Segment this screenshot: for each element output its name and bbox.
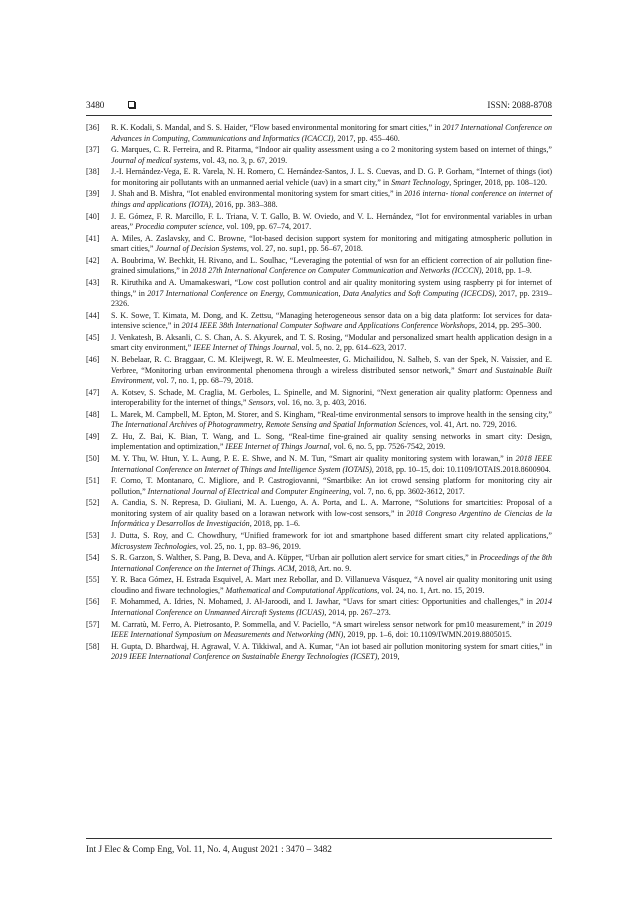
reference-authors-title: Y. R. Baca Gómez, H. Estrada Esquivel, A. Mart ınez Rebollar, and D. Villanueva Vásquez, “A novel air quality monitoring unit using cloudino and fiware technologies,” xyxy=(111,575,552,595)
reference-authors-title: F. Mohammed, A. Idries, N. Mohamed, J. Al-Jaroodi, and I. Jawhar, “Uavs for smart cities: Opportunities and challenges,” in xyxy=(111,597,536,607)
reference-authors-title: G. Marques, C. R. Ferreira, and R. Pitarma, “Indoor air quality assessment using a co 2 monitoring system based on internet of things,” xyxy=(111,145,552,155)
reference-authors-title: J. Dutta, S. Roy, and C. Chowdhury, “Unified framework for iot and smartphone based different smart city related applications,” xyxy=(111,531,552,541)
reference-details: , 2019, pp. 1–6, doi: 10.1109/IWMN.2019.8805015. xyxy=(343,630,512,640)
reference-text xyxy=(111,145,552,166)
reference-venue: 2018 Congreso Argentino de Ciencias de la Informática y Desarrollos de Investigación xyxy=(111,508,552,529)
reference-venue: Microsystem Technologies xyxy=(111,541,197,551)
reference-venue: Procedia computer science xyxy=(135,222,223,232)
reference-details: , vol. 7, no. 6, pp. 3602-3612, 2017. xyxy=(349,486,465,496)
reference-venue: 2019 IEEE International Symposium on Measurements and Networking (MN) xyxy=(111,619,552,640)
reference-authors-title: J. E. Gómez, F. R. Marcillo, F. L. Triana, V. T. Gallo, B. W. Oviedo, and V. L. Hernández, “Iot for environmental variables in urban areas,” xyxy=(111,211,552,232)
reference-number: [58] xyxy=(86,641,100,651)
reference-details: , 2017, pp. 455–460. xyxy=(333,133,400,143)
reference-authors-title: J.-I. Hernández-Vega, E. R. Varela, N. H. Romero, C. Hernández-Santos, J. L. S. Cuevas, and D. G. P. Gorham, “Internet of things (iot) for monitoring air pollutants with an unmanned aerial vehicle (uav) in a smart city,” in xyxy=(111,167,552,187)
reference-number: [40] xyxy=(86,211,100,221)
reference-venue: Journal of Decision Systems xyxy=(155,244,247,254)
reference-item xyxy=(86,278,552,310)
reference-venue: 2019 IEEE International Conference on Sustainable Energy Technologies (ICSET) xyxy=(111,652,378,662)
page-footer: Int J Elec & Comp Eng, Vol. 11, No. 4, August 2021 : 3470 – 3482 xyxy=(86,844,332,854)
reference-venue: IEEE Internet of Things Journal xyxy=(225,442,330,452)
reference-item xyxy=(86,167,552,188)
reference-number: [48] xyxy=(86,409,100,419)
reference-number: [53] xyxy=(86,531,100,541)
reference-list xyxy=(86,123,552,664)
reference-item xyxy=(86,642,552,663)
reference-authors-title: M. Carratù, M. Ferro, A. Pietrosanto, P. Sommella, and V. Paciello, “A smart wireless sensor network for pm10 measurement,” in xyxy=(111,619,536,629)
reference-item xyxy=(86,333,552,354)
reference-text xyxy=(111,575,552,596)
reference-item xyxy=(86,476,552,497)
reference-authors-title: J. Shah and B. Mishra, “Iot enabled environmental monitoring system for smart cities,” in xyxy=(111,189,405,199)
reference-item xyxy=(86,355,552,387)
reference-number: [51] xyxy=(86,476,100,486)
reference-venue: Sensors xyxy=(248,398,274,408)
reference-text xyxy=(111,355,552,387)
reference-authors-title: M. Y. Thu, W. Htun, Y. L. Aung, P. E. E. Shwe, and N. M. Tun, “Smart air quality monitoring system with lorawan,” in xyxy=(111,454,516,464)
reference-details: , vol. 41, Art. no. 729, 2016. xyxy=(425,420,517,430)
reference-item xyxy=(86,311,552,332)
reference-text xyxy=(111,278,552,310)
reference-venue: The International Archives of Photogrammetry, Remote Sensing and Spatial Information Sciences xyxy=(111,420,426,430)
reference-number: [55] xyxy=(86,575,100,585)
reference-number: [43] xyxy=(86,277,100,287)
reference-item xyxy=(86,189,552,210)
reference-number: [47] xyxy=(86,387,100,397)
reference-details: , 2018, pp. 1–9. xyxy=(481,266,532,276)
reference-number: [57] xyxy=(86,619,100,629)
reference-details: , 2014, pp. 267–273. xyxy=(324,608,391,617)
reference-item xyxy=(86,454,552,475)
reference-text xyxy=(111,234,552,255)
reference-item xyxy=(86,145,552,166)
reference-details: , 2016, pp. 383–388. xyxy=(211,199,278,209)
reference-venue: Proceedings of the 8th International Conference on the Internet of Things. ACM xyxy=(111,553,552,573)
reference-authors-title: S. R. Garzon, S. Walther, S. Pang, B. Deva, and A. Küpper, “Urban air pollution alert service for smart cities,” in xyxy=(111,553,480,563)
reference-text xyxy=(111,432,552,453)
reference-text xyxy=(111,189,552,210)
reference-details: , vol. 25, no. 1, pp. 83–96, 2019. xyxy=(196,541,301,551)
reference-number: [56] xyxy=(86,597,100,607)
reference-number: [38] xyxy=(86,167,100,177)
reference-number: [54] xyxy=(86,553,100,563)
reference-authors-title: A. Miles, A. Zaslavsky, and C. Browne, “Iot-based decision support system for monitoring and mitigating atmospheric pollution in smart cities,” xyxy=(111,233,552,254)
reference-details: , 2018, pp. 1–6. xyxy=(249,519,301,529)
reference-authors-title: R. K. Kodali, S. Mandal, and S. S. Haider, “Flow based environmental monitoring for smart cities,” in xyxy=(111,123,443,132)
reference-venue: Journal of medical systems xyxy=(111,155,199,165)
reference-text xyxy=(111,256,552,277)
reference-authors-title: A. Kotsev, S. Schade, M. Craglia, M. Gerboles, L. Spinelle, and M. Signorini, “Next generation air quality platform: Openness and interoperability for the internet of things,” xyxy=(111,387,552,408)
reference-venue: IEEE Internet of Things Journal xyxy=(193,343,298,353)
reference-details: , 2018, Art. no. 9. xyxy=(294,563,352,573)
reference-text xyxy=(111,212,552,233)
reference-text xyxy=(111,476,552,497)
reference-authors-title: R. Kiruthika and A. Umamakeswari, “Low cost pollution control and air quality monitoring system using raspberry pi for internet of things,” in xyxy=(111,277,552,298)
reference-number: [41] xyxy=(86,233,100,243)
reference-venue: 2018 27th International Conference on Computer Communication and Networks (ICCCN) xyxy=(190,266,482,276)
reference-item xyxy=(86,410,552,431)
reference-details: , 2018, pp. 10–15, doi: 10.1109/IOTAIS.2018.8600904. xyxy=(371,464,551,474)
reference-authors-title: L. Marek, M. Campbell, M. Epton, M. Storer, and S. Kingham, “Real-time environmental sensors to improve health in the sensing city,” xyxy=(111,409,552,419)
hollow-square-icon xyxy=(128,101,135,108)
reference-authors-title: S. K. Sowe, T. Kimata, M. Dong, and K. Zettsu, “Managing heterogeneous sensor data on a big data platform: Iot services for data-intensive science,” in xyxy=(111,310,552,331)
reference-number: [39] xyxy=(86,189,100,199)
reference-item xyxy=(86,620,552,641)
reference-venue: 2018 IEEE International Conference on Internet of Things and Intelligence System (IOTAIS) xyxy=(111,454,552,474)
reference-venue: Smart Technology xyxy=(391,177,450,187)
reference-venue: 2017 International Conference on Energy, Communication, Data Analytics and Soft Computing (ICECDS) xyxy=(147,288,495,298)
reference-details: , vol. 16, no. 3, p. 403, 2016. xyxy=(273,398,367,408)
reference-details: , vol. 7, no. 1, pp. 68–79, 2018. xyxy=(152,376,254,386)
reference-authors-title: F. Corno, T. Montanaro, C. Migliore, and P. Castrogiovanni, “Smartbike: An iot crowd sensing platform for monitoring city air pollution,” xyxy=(111,476,552,496)
reference-text xyxy=(111,620,552,641)
reference-text xyxy=(111,531,552,552)
reference-text xyxy=(111,123,552,144)
issn-label: ISSN: 2088-8708 xyxy=(487,100,552,110)
reference-text xyxy=(111,410,552,431)
reference-item xyxy=(86,553,552,574)
reference-text xyxy=(111,167,552,188)
reference-details: , vol. 109, pp. 67–74, 2017. xyxy=(222,222,312,232)
reference-text xyxy=(111,553,552,574)
reference-details: , 2014, pp. 295–300. xyxy=(474,321,542,331)
reference-venue: Mathematical and Computational Applications xyxy=(225,585,378,595)
reference-number: [36] xyxy=(86,123,100,132)
reference-authors-title: H. Gupta, D. Bhardwaj, H. Agrawal, V. A. Tikkiwal, and A. Kumar, “An iot based air pollution monitoring system for smart cities,” in xyxy=(111,641,552,651)
reference-item xyxy=(86,256,552,277)
reference-details: , vol. 5, no. 2, pp. 614–623, 2017. xyxy=(297,343,407,353)
reference-details: , Springer, 2018, pp. 108–120. xyxy=(449,177,547,187)
reference-number: [46] xyxy=(86,354,100,364)
reference-item xyxy=(86,597,552,618)
reference-venue: International Journal of Electrical and Computer Engineering xyxy=(147,486,350,496)
footer-rule xyxy=(86,838,552,839)
reference-item xyxy=(86,388,552,409)
reference-number: [52] xyxy=(86,498,100,508)
reference-text xyxy=(111,333,552,354)
reference-authors-title: A. Candia, S. N. Represa, D. Giuliani, M. A. Luengo, A. A. Porta, and L. A. Marrone, “Solutions for smartcities: Proposal of a monitoring system of air quality based on a lorawan network with low-cost sensors,” in xyxy=(111,498,552,518)
reference-item xyxy=(86,531,552,552)
reference-text xyxy=(111,311,552,332)
reference-venue: 2014 International Conference on Unmanned Aircraft Systems (ICUAS) xyxy=(111,597,552,617)
reference-venue: 2017 International Conference on Advances in Computing, Communications and Informatics (ICACCI) xyxy=(111,123,552,143)
reference-item xyxy=(86,234,552,255)
reference-item xyxy=(86,212,552,233)
reference-number: [42] xyxy=(86,255,100,265)
reference-authors-title: A. Boubrima, W. Bechkit, H. Rivano, and L. Soulhac, “Leveraging the potential of wsn for an efficient correction of air pollution fine-grained simulations,” in xyxy=(111,255,552,276)
reference-text xyxy=(111,597,552,618)
reference-details: , vol. 27, no. sup1, pp. 56–67, 2018. xyxy=(246,244,363,254)
reference-details: , vol. 43, no. 3, p. 67, 2019. xyxy=(198,155,288,165)
reference-text xyxy=(111,388,552,409)
reference-venue: 2014 IEEE 38th International Computer Software and Applications Conference Workshops xyxy=(181,321,475,331)
reference-venue: 2016 interna- tional conference on internet of things and applications (IOTA) xyxy=(111,189,553,209)
reference-details: , 2017, pp. 2319–2326. xyxy=(111,288,552,309)
reference-authors-title: J. Venkatesh, B. Aksanli, C. S. Chan, A. S. Akyurek, and T. S. Rosing, “Modular and personalized smart health application design in a smart city environment,” xyxy=(111,332,552,353)
reference-text xyxy=(111,454,552,475)
reference-item xyxy=(86,498,552,530)
reference-number: [45] xyxy=(86,332,100,342)
reference-authors-title: Z. Hu, Z. Bai, K. Bian, T. Wang, and L. Song, “Real-time fine-grained air quality sensing networks in smart city: Design, implementation and optimization,” xyxy=(111,431,552,452)
reference-number: [50] xyxy=(86,454,100,464)
reference-text xyxy=(111,498,552,530)
reference-authors-title: N. Bebelaar, R. C. Braggaar, C. M. Kleijwegt, R. W. E. Meulmeester, G. Michailidou, N. Salheb, S. van der Spek, N. Vaissier, and E. Verbree, “Monitoring urban environmental phenomena through a wireless distributed sensor network,” xyxy=(111,354,552,375)
header-rule xyxy=(86,115,552,116)
reference-details: , vol. 6, no. 5, pp. 7526-7542, 2019. xyxy=(329,442,446,452)
reference-item xyxy=(86,575,552,596)
reference-number: [49] xyxy=(86,431,100,441)
reference-item xyxy=(86,432,552,453)
reference-number: [44] xyxy=(86,310,100,320)
page-number: 3480 xyxy=(86,100,105,110)
reference-number: [37] xyxy=(86,145,100,155)
reference-details: , 2019, xyxy=(377,652,400,662)
reference-item xyxy=(86,123,552,144)
page-header xyxy=(86,98,552,112)
reference-details: , vol. 24, no. 1, Art. no. 15, 2019. xyxy=(377,585,485,595)
reference-venue: Smart and Sustainable Built Environment xyxy=(111,365,552,386)
reference-text xyxy=(111,642,552,663)
